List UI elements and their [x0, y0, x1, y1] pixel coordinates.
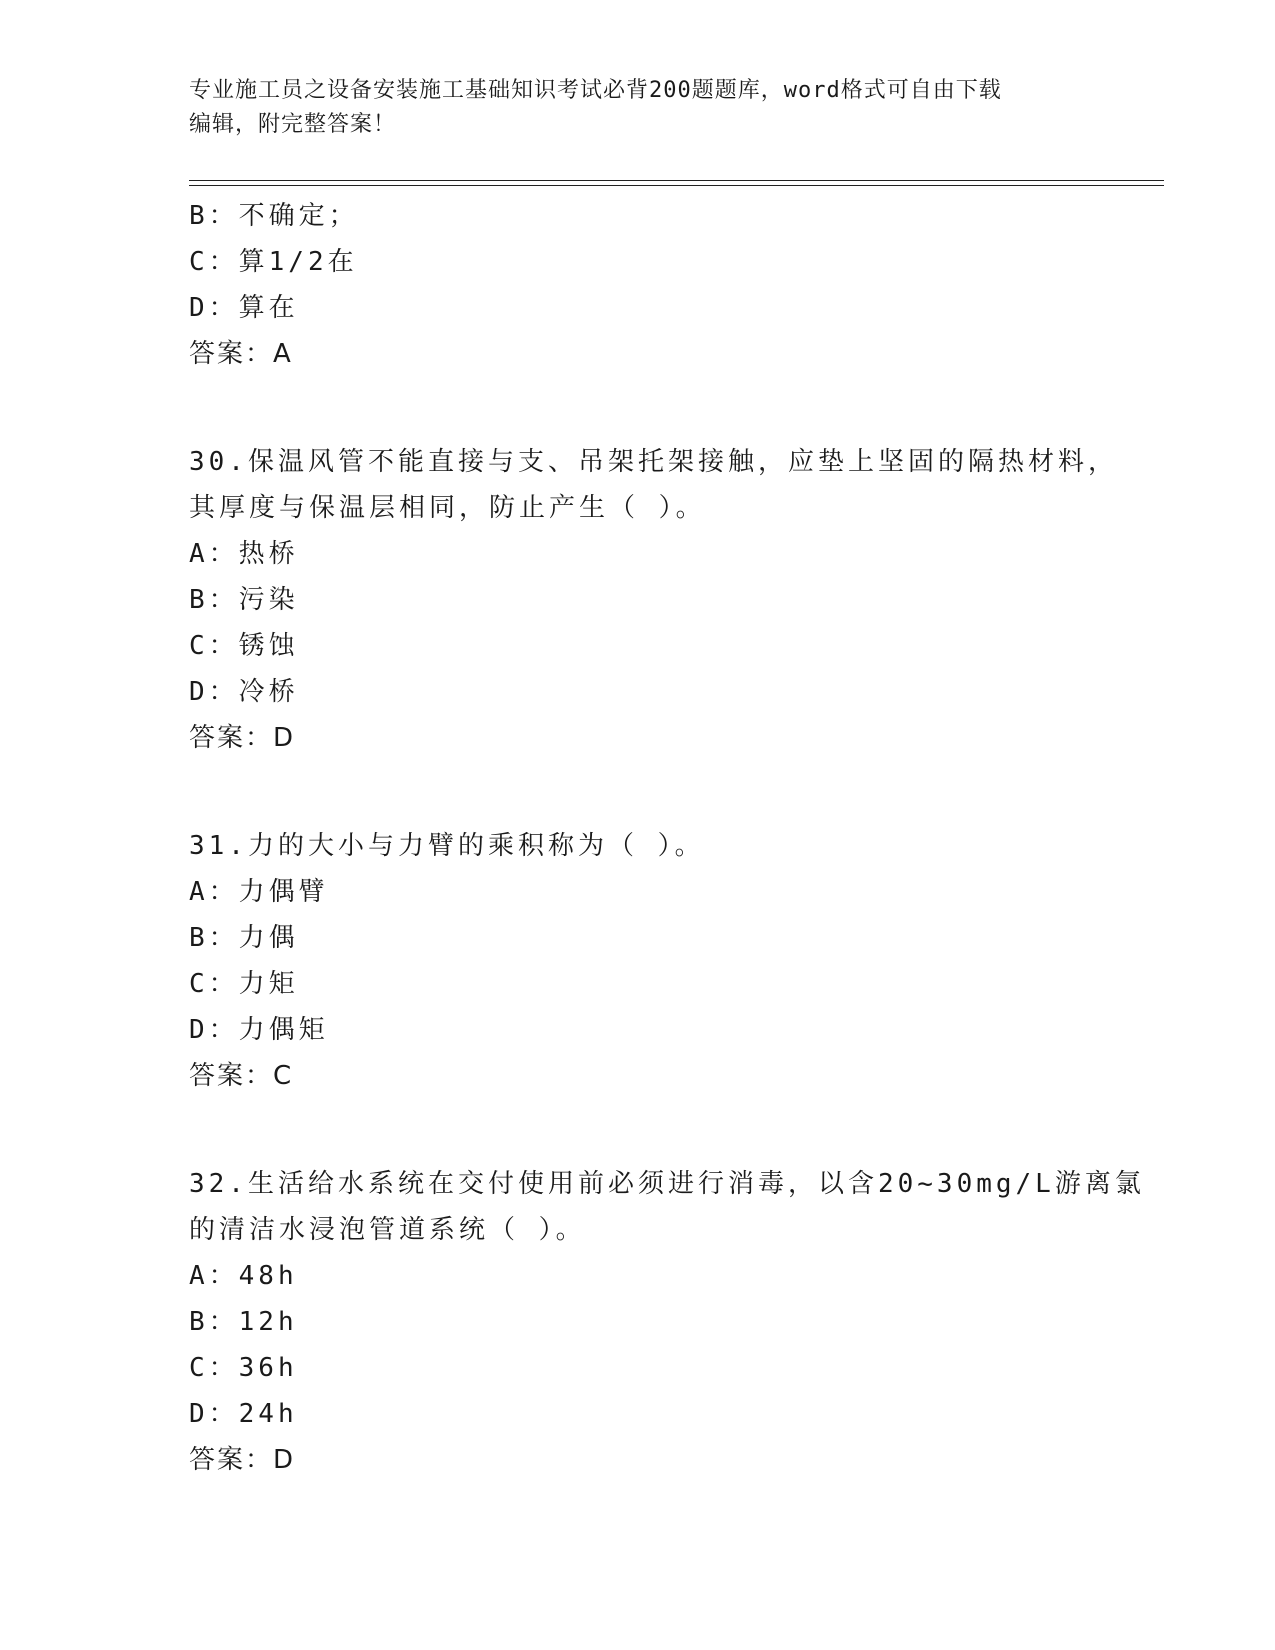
- option-a: A：48h: [189, 1261, 298, 1291]
- option-a: A：热桥: [189, 539, 299, 569]
- document-header: [189, 74, 1089, 142]
- question-32: [189, 1161, 1164, 1483]
- answer-line: 答案：C: [189, 1061, 294, 1091]
- option-b: B：不确定；: [189, 201, 359, 231]
- header-divider-top: [189, 180, 1164, 181]
- option-c: C：锈蚀: [189, 631, 299, 661]
- question-stem: 其厚度与保温层相同，防止产生（ ）。: [189, 493, 706, 523]
- answer-line: 答案：D: [189, 1445, 296, 1475]
- question-30: [189, 439, 1164, 761]
- header-line-2: 编辑，附完整答案！: [189, 112, 397, 137]
- option-d: D：冷桥: [189, 677, 299, 707]
- option-b: B：污染: [189, 585, 299, 615]
- option-c: C：36h: [189, 1353, 298, 1383]
- option-b: B：力偶: [189, 923, 299, 953]
- option-c: C：力矩: [189, 969, 299, 999]
- question-31: [189, 823, 1164, 1099]
- document-body: [189, 193, 1164, 1483]
- answer-line: 答案：D: [189, 723, 296, 753]
- question-stem: 30.保温风管不能直接与支、吊架托架接触，应垫上坚固的隔热材料，: [189, 447, 1118, 477]
- option-d: D：算在: [189, 293, 299, 323]
- question-29-tail: [189, 193, 1164, 377]
- question-stem: 32.生活给水系统在交付使用前必须进行消毒，以含20~30mg/L游离氯: [189, 1169, 1145, 1199]
- option-d: D：力偶矩: [189, 1015, 329, 1045]
- header-line-1: 专业施工员之设备安装施工基础知识考试必背200题题库，word格式可自由下载: [189, 78, 1002, 103]
- question-stem: 31.力的大小与力臂的乘积称为（ ）。: [189, 831, 705, 861]
- option-d: D：24h: [189, 1399, 298, 1429]
- question-stem: 的清洁水浸泡管道系统（ ）。: [189, 1215, 586, 1245]
- header-divider-bottom: [189, 185, 1164, 186]
- option-b: B：12h: [189, 1307, 298, 1337]
- option-c: C：算1/2在: [189, 247, 358, 277]
- option-a: A：力偶臂: [189, 877, 329, 907]
- answer-line: 答案：A: [189, 339, 293, 369]
